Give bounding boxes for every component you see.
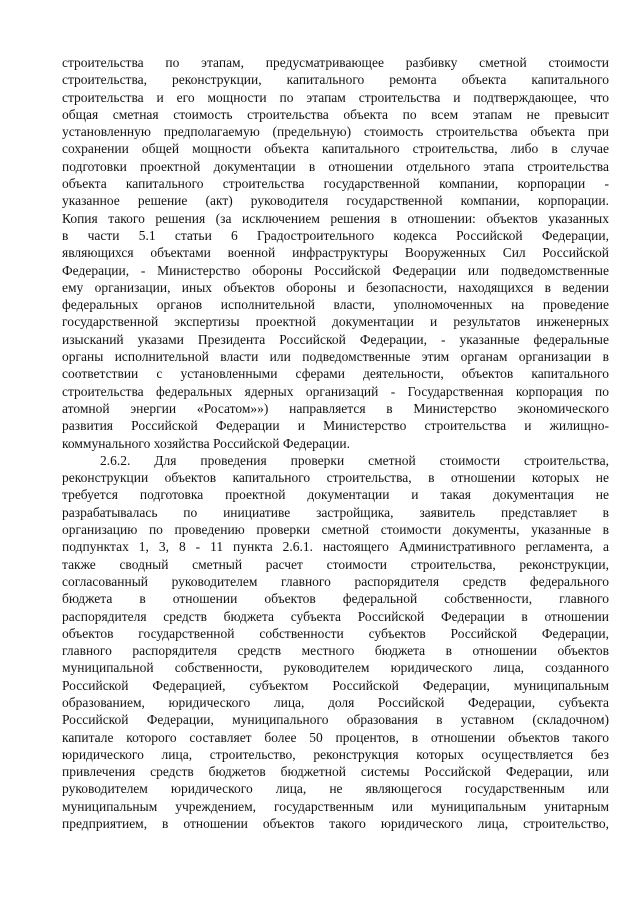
text-line: подпунктах 1, 3, 8 - 11 пункта 2.6.1. настоящего Административного регламента, а	[62, 539, 609, 555]
text-line: Федерации, - Министерство обороны Российской Федерации или подведомственные	[62, 262, 609, 278]
text-line: 2.6.2. Для проведения проверки сметной стоимости строительства,	[100, 452, 609, 468]
text-line: коммунального хозяйства Российской Федерации.	[62, 435, 350, 451]
text-line: главного распорядителя средств местного бюджета в отношении объектов	[62, 643, 609, 659]
text-line: указанное решение (акт) руководителя государственной компании, корпорации.	[62, 193, 609, 209]
text-line: строительства по этапам, предусматривающее разбивку сметной стоимости	[62, 55, 609, 70]
text-line: строительства федеральных ядерных организаций - Государственная корпорация по	[62, 383, 609, 399]
document-body	[62, 54, 609, 832]
text-line: объектов государственной собственности субъектов Российской Федерации,	[62, 625, 609, 641]
text-line: муниципальной собственности, руководителем юридического лица, созданного	[62, 660, 609, 676]
text-line: согласованный руководителем главного распорядителя средств федерального	[62, 573, 609, 589]
text-line: соответствии с установленными сферами деятельности, объектов капитального	[62, 366, 609, 382]
text-line: в части 5.1 статьи 6 Градостроительного кодекса Российской Федерации,	[62, 227, 609, 243]
text-line: изысканий указами Президента Российской Федерации, - указанные федеральные	[62, 331, 609, 347]
text-line: Российской Федерации, муниципального образования в уставном (складочном)	[62, 712, 609, 728]
text-line: строительства и его мощности по этапам строительства и подтверждающее, что	[62, 89, 609, 105]
text-line: привлечения средств бюджетов бюджетной системы Российской Федерации, или	[62, 764, 609, 780]
text-line: сохранении общей мощности объекта капитального строительства, либо в случае	[62, 141, 609, 157]
text-line: бюджета в отношении объектов федеральной собственности, главного	[62, 591, 609, 607]
text-line: подготовки проектной документации в отношении отдельного этапа строительства	[62, 158, 609, 174]
text-line: Российской Федерацией, субъектом Российской Федерации, муниципальным	[62, 677, 609, 693]
text-line: образованием, юридического лица, доля Российской Федерации, субъекта	[62, 694, 609, 710]
text-line: ему организации, иных объектов обороны и безопасности, находящихся в ведении	[62, 279, 609, 295]
text-line: федеральных органов исполнительной власти, уполномоченных на проведение	[62, 297, 609, 313]
text-line: развития Российской Федерации и Министерство строительства и жилищно-	[62, 418, 609, 434]
text-line: капитале которого составляет более 50 процентов, в отношении объектов такого	[62, 729, 609, 745]
text-line: разрабатывалась по инициативе застройщика, заявитель представляет в	[62, 504, 609, 520]
text-line: юридического лица, строительство, реконструкция которых осуществляется без	[62, 746, 609, 762]
text-line: требуется подготовка проектной документации и такая документация не	[62, 487, 609, 503]
text-line: Копия такого решения (за исключением решения в отношении: объектов указанных	[62, 210, 609, 226]
text-line: реконструкции объектов капитального строительства, в отношении которых не	[62, 470, 609, 486]
text-line: установленную предполагаемую (предельную) стоимость строительства объекта при	[62, 124, 609, 140]
paragraph-continuation	[62, 54, 609, 452]
text-line: распорядителя средств бюджета субъекта Российской Федерации в отношении	[62, 608, 609, 624]
text-line: органы исполнительной власти или подведомственные этим органам организации в	[62, 349, 609, 365]
text-line: предприятием, в отношении объектов такого юридического лица, строительство,	[62, 816, 609, 832]
text-line: руководителем юридического лица, не являющегося государственным или	[62, 781, 609, 797]
text-line: строительства, реконструкции, капитального ремонта объекта капитального	[62, 72, 609, 88]
text-line: также сводный сметный расчет стоимости строительства, реконструкции,	[62, 556, 609, 572]
text-line: муниципальным учреждением, государственным или муниципальным унитарным	[62, 798, 609, 814]
text-line: общая сметная стоимость строительства объекта по всем этапам не превысит	[62, 106, 609, 122]
text-line: государственной экспертизы проектной документации и результатов инженерных	[62, 314, 609, 330]
paragraph-2-6-2	[62, 452, 609, 833]
text-line: организацию по проведению проверки сметной стоимости документы, указанные в	[62, 522, 609, 538]
text-line: объекта капитального строительства государственной компании, корпорации -	[62, 176, 609, 192]
text-line: являющихся объектами военной инфраструктуры Вооруженных Сил Российской	[62, 245, 609, 261]
text-line: атомной энергии «Росатом»») направляется в Министерство экономического	[62, 400, 609, 416]
